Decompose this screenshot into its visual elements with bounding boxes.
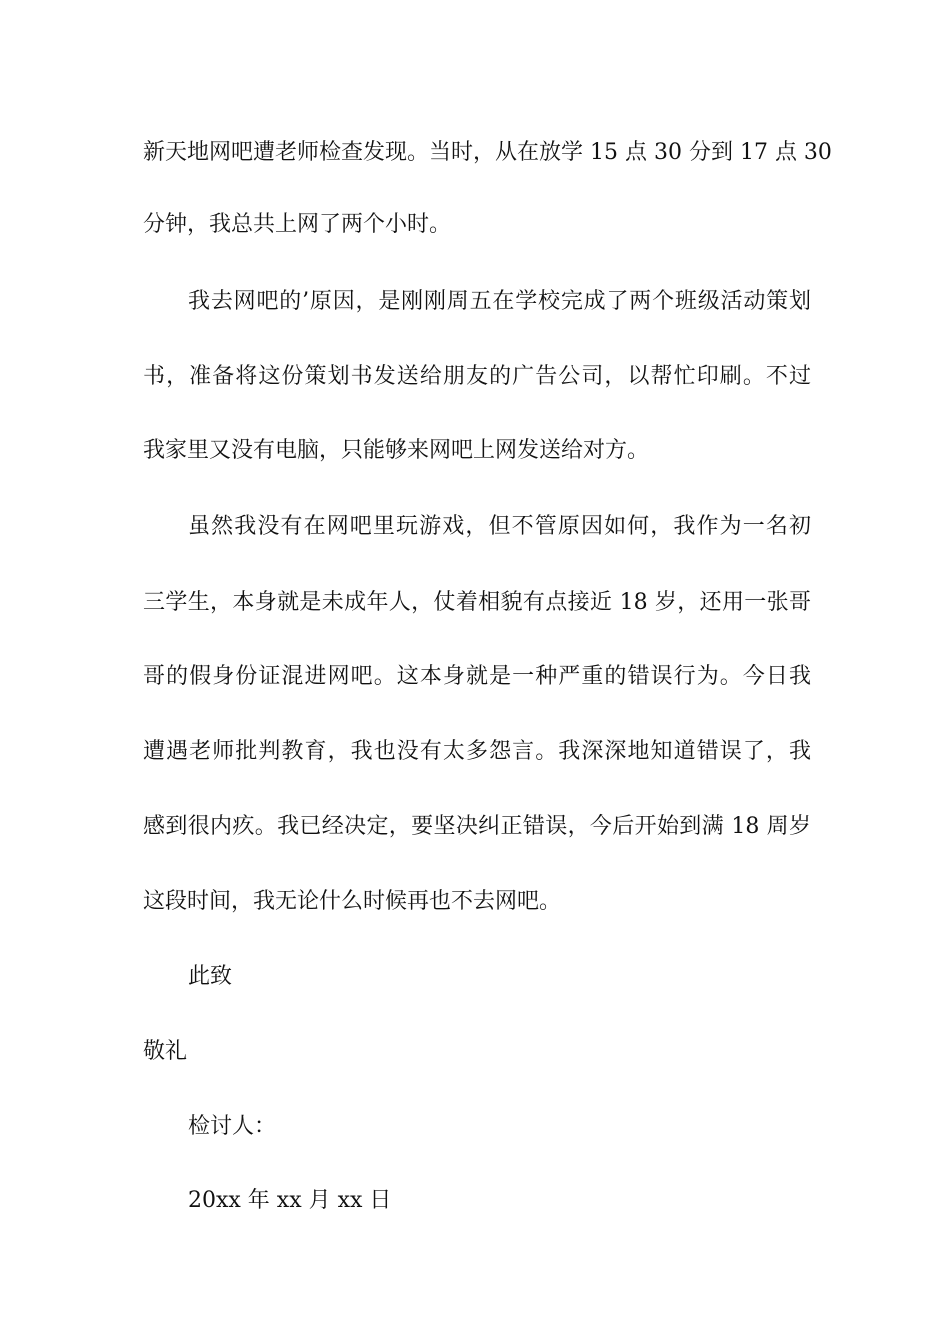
body-text-line: 分钟，我总共上网了两个小时。 [143, 212, 452, 237]
body-text-line: 遭遇老师批判教育，我也没有太多怨言。我深深地知道错误了，我 [143, 739, 811, 764]
body-text-line: 我去网吧的’原因，是刚刚周五在学校完成了两个班级活动策划 [188, 289, 811, 314]
body-text-line: 书，准备将这份策划书发送给朋友的广告公司，以帮忙印刷。不过 [143, 364, 811, 389]
body-text-line: 我家里又没有电脑，只能够来网吧上网发送给对方。 [143, 438, 650, 463]
salute-text: 敬礼 [143, 1039, 188, 1064]
body-text-line: 哥的假身份证混进网吧。这本身就是一种严重的错误行为。今日我 [143, 664, 811, 689]
body-text-line: 三学生，本身就是未成年人，仗着相貌有点接近 18 岁，还用一张哥 [143, 590, 811, 615]
body-text-line: 感到很内疚。我已经决定，要坚决纠正错误，今后开始到满 18 周岁 [143, 814, 811, 839]
closing-text: 此致 [188, 964, 233, 989]
body-text-line: 这段时间，我无论什么时候再也不去网吧。 [143, 889, 562, 914]
body-text-line: 虽然我没有在网吧里玩游戏，但不管原因如何，我作为一名初 [188, 514, 811, 539]
body-text-line: 新天地网吧遭老师检查发现。当时，从在放学 15 点 30 分到 17 点 30 [143, 140, 832, 165]
date-text: 20xx 年 xx 月 xx 日 [188, 1188, 392, 1213]
signer-label: 检讨人： [188, 1114, 277, 1139]
